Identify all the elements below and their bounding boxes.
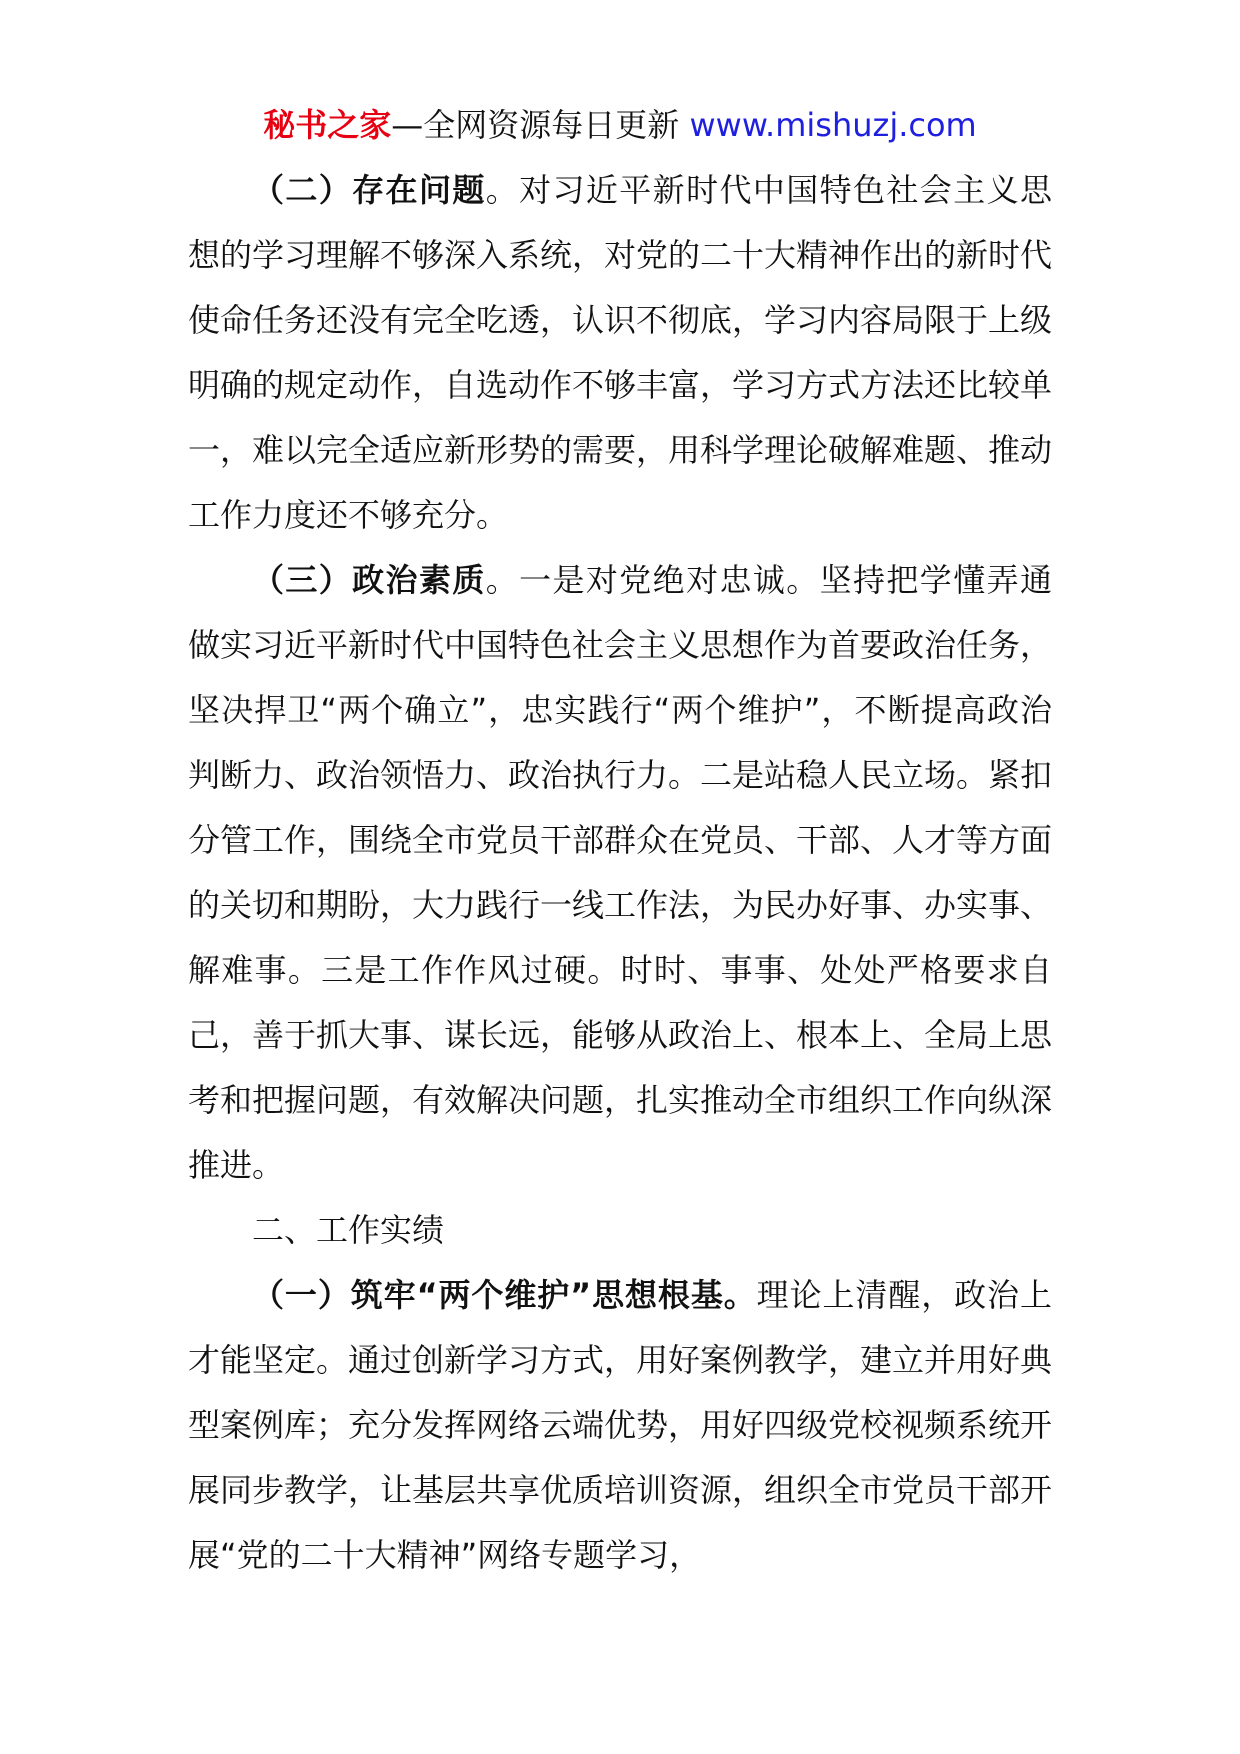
paragraph-existing-problems bbox=[188, 158, 1052, 548]
brand-slogan: —全网资源每日更新 bbox=[391, 106, 690, 144]
section-heading-text: 二、工作实绩 bbox=[252, 1211, 445, 1249]
site-url-link[interactable]: www.mishuzj.com bbox=[689, 106, 977, 144]
site-watermark-header bbox=[0, 100, 1240, 150]
paragraph-heading: （二）存在问题 bbox=[252, 171, 486, 209]
paragraph-two-safeguards bbox=[188, 1263, 1052, 1588]
paragraph-text: 。一是对党绝对忠诚。坚持把学懂弄通做实习近平新时代中国特色社会主义思想作为首要政治任务，坚决捍卫“两个确立”，忠实践行“两个维护”，不断提高政治判断力、政治领悟力、政治执行力。二是站稳人民立场。紧扣分管工作，围绕全市党员干部群众在党员、干部、人才等方面的关切和期盼，大力践行一线工作法，为民办好事、办实事、解难事。三是工作作风过硬。时时、事事、处处严格要求自己，善于抓大事、谋长远，能够从政治上、根本上、全局上思考和把握问题，有效解决问题，扎实推动全市组织工作向纵深推进。 bbox=[188, 561, 1053, 1184]
paragraph-text: 。对习近平新时代中国特色社会主义思想的学习理解不够深入系统，对党的二十大精神作出的新时代使命任务还没有完全吃透，认识不彻底，学习内容局限于上级明确的规定动作，自选动作不够丰富，学习方式方法还比较单一，难以完全适应新形势的需要，用科学理论破解难题、推动工作力度还不够充分。 bbox=[188, 171, 1053, 534]
paragraph-text: 理论上清醒，政治上才能坚定。通过创新学习方式，用好案例教学，建立并用好典型案例库；充分发挥网络云端优势，用好四级党校视频系统开展同步教学，让基层共享优质培训资源，组织全市党员干部开展“党的二十大精神”网络专题学习， bbox=[188, 1276, 1053, 1574]
paragraph-heading: （一）筑牢“两个维护”思想根基。 bbox=[252, 1276, 757, 1314]
paragraph-political-quality bbox=[188, 548, 1052, 1198]
section-heading-work-achievements bbox=[188, 1198, 1052, 1263]
brand-name: 秘书之家 bbox=[263, 106, 392, 144]
paragraph-heading: （三）政治素质 bbox=[252, 561, 486, 599]
document-body bbox=[188, 158, 1052, 1588]
